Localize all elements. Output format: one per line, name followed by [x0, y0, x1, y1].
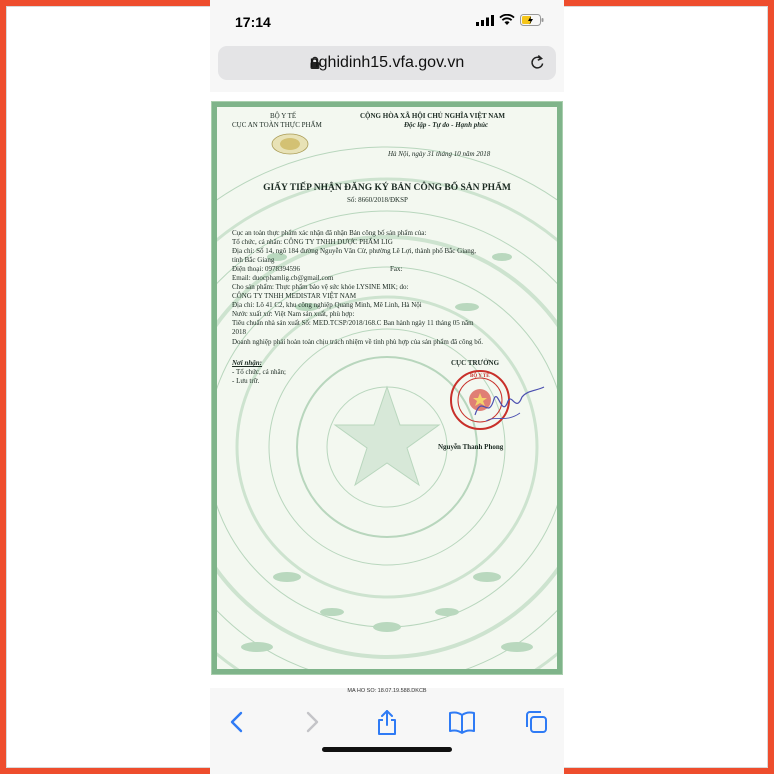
body-line: Doanh nghiệp phải hoàn toàn chịu trách nhiệm về tính phù hợp của sản phẩm đã công bố. [232, 338, 483, 346]
tabs-icon[interactable] [522, 708, 550, 736]
body-line: Nước xuất xứ: Việt Nam sản xuất, phù hợp: [232, 310, 355, 318]
phone-screen [210, 0, 564, 774]
bookmarks-icon[interactable] [448, 708, 476, 736]
wifi-icon [499, 14, 515, 26]
reload-icon[interactable] [529, 54, 546, 71]
recipients-heading: Nơi nhận: [232, 359, 263, 367]
body-line: Điện thoại: 0978394596 [232, 265, 301, 273]
recipient-item: - Lưu trữ. [232, 377, 260, 385]
signal-icon [476, 15, 494, 26]
url-text: nghidinh15.vfa.gov.vn [309, 54, 465, 71]
body-line: Cục an toàn thực phẩm xác nhận đã nhận Bản công bố sản phẩm của: [232, 229, 427, 237]
date-line: Hà Nội, ngày 31 tháng 10 năm 2018 [388, 150, 491, 158]
share-icon[interactable] [373, 708, 401, 736]
body-line: Tiêu chuẩn nhà sản xuất Số: MED.TCSP/2018/168.C Ban hành ngày 11 tháng 05 năm [232, 319, 474, 327]
browser-toolbar [210, 694, 564, 756]
signature-icon [472, 385, 547, 427]
agency-line2: CỤC AN TOÀN THỰC PHẨM [232, 121, 322, 129]
body-line: Địa chỉ: Số 14, ngõ 184 đường Nguyễn Văn Cừ, phường Lê Lợi, thành phố Bắc Giang, [232, 247, 476, 255]
body-line: 2018 [232, 328, 246, 336]
document-title: GIẤY TIẾP NHẬN ĐĂNG KÝ BẢN CÔNG BỐ SẢN PHẨM [263, 183, 511, 193]
signer-title: CỤC TRƯỞNG [451, 359, 500, 367]
fax-label: Fax: [390, 265, 403, 273]
agency-line1: BỘ Y TẾ [270, 112, 297, 120]
home-indicator [322, 747, 452, 752]
body-line: Tổ chức, cá nhân: CÔNG TY TNHH DƯỢC PHẨM LIG [232, 238, 393, 246]
page-content [210, 92, 564, 694]
recipient-item: - Tổ chức, cá nhân; [232, 368, 287, 376]
seal-text: BỘ Y TẾ [470, 374, 490, 379]
body-line: Cho sản phẩm: Thực phẩm bảo vệ sức khỏe LYSINE MIK; do: [232, 283, 409, 291]
body-line: Địa chỉ: Lô 41 C2, khu công nghiệp Quang Minh, Mê Linh, Hà Nội [232, 301, 422, 309]
clock: 17:14 [235, 14, 271, 30]
country-line2: Độc lập - Tự do - Hạnh phúc [404, 121, 489, 129]
body-line: CÔNG TY TNHH MEDISTAR VIỆT NAM [232, 292, 357, 300]
dossier-code: MA HO SO: 18.07.19.588.DKCB [347, 688, 427, 694]
logo-emblem-icon [271, 133, 309, 155]
body-line: Email: duocphamlig.cb@gmail.com [232, 274, 334, 282]
signer-name: Nguyễn Thanh Phong [438, 443, 504, 451]
battery-icon [520, 14, 544, 26]
document-number: Số: 8660/2018/ĐKSP [347, 196, 408, 204]
address-bar[interactable] [218, 46, 556, 80]
certificate-document [212, 102, 562, 674]
status-bar [210, 0, 564, 40]
country-line1: CỘNG HÒA XÃ HỘI CHỦ NGHĨA VIỆT NAM [360, 112, 506, 120]
forward-icon[interactable] [298, 708, 326, 736]
back-icon[interactable] [223, 708, 251, 736]
status-icons [476, 14, 544, 26]
body-line: tỉnh Bắc Giang [232, 256, 275, 264]
